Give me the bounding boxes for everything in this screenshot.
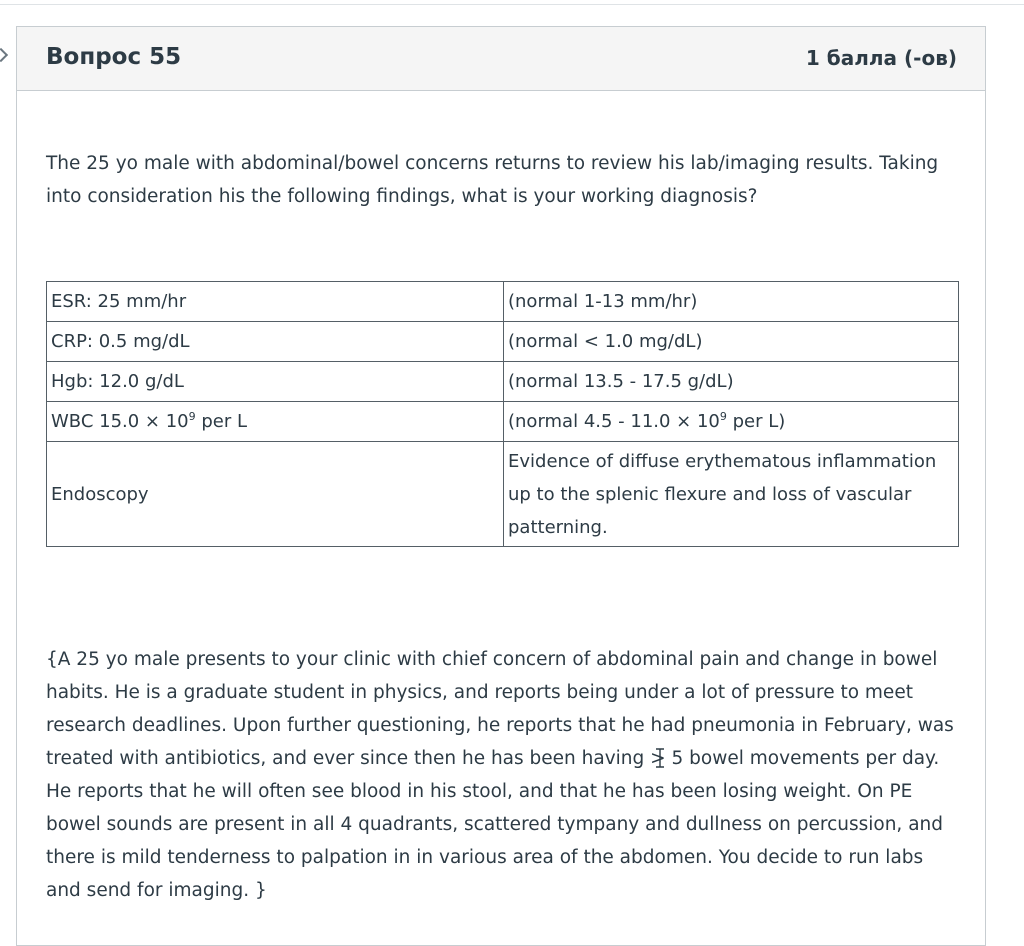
top-divider bbox=[0, 4, 1024, 5]
table-row bbox=[47, 442, 959, 547]
wbc-name-suffix: per L bbox=[195, 411, 248, 432]
wbc-name-prefix: WBC 15.0 × 10 bbox=[51, 411, 189, 432]
lab-name-cell bbox=[47, 402, 504, 442]
question-card bbox=[16, 26, 986, 946]
lab-normal-cell: (normal 13.5 - 17.5 g/dL) bbox=[504, 362, 959, 402]
chevron-right-icon[interactable] bbox=[0, 48, 8, 62]
question-points: 1 балла (-ов) bbox=[805, 46, 957, 70]
lab-name-cell: ESR: 25 mm/hr bbox=[47, 282, 504, 322]
lab-normal-cell: Evidence of diffuse erythematous inflammation up to the splenic flexure and loss of vascular patterning. bbox=[504, 442, 959, 547]
text-cursor-icon bbox=[655, 748, 665, 768]
lab-name-cell: CRP: 0.5 mg/dL bbox=[47, 322, 504, 362]
table-row bbox=[47, 282, 959, 322]
lab-normal-cell: (normal < 1.0 mg/dL) bbox=[504, 322, 959, 362]
case-description: {A 25 yo male presents to your clinic with chief concern of abdominal pain and change in bowel habits. He is a graduate student in physics, and reports being under a lot of pressure to meet research deadlines. Upon further questioning, he reports that he had pneumonia in February, was treated with antibiotics, and ever since then he has been having > 5 bowel movements per day. He reports that he will often see blood in his stool, and that he has been losing weight. On PE bowel sounds are present in all 4 quadrants, scattered tympany and dullness on percussion, and there is mild tenderness to palpation in in various area of the abdomen. You decide to run labs and send for imaging. } bbox=[46, 649, 954, 901]
table-row bbox=[47, 362, 959, 402]
lab-results-table bbox=[46, 281, 959, 547]
question-prompt: The 25 yo male with abdominal/bowel concerns returns to review his lab/imaging results. Taking into consideration his the following findings, what is your working diagnosis? bbox=[46, 153, 939, 207]
table-row bbox=[47, 322, 959, 362]
question-header bbox=[17, 27, 985, 91]
wbc-name-exponent: 9 bbox=[188, 410, 196, 423]
question-title: Вопрос 55 bbox=[46, 44, 182, 70]
wbc-normal-prefix: (normal 4.5 - 11.0 × 10 bbox=[508, 411, 720, 432]
wbc-normal-exponent: 9 bbox=[719, 410, 727, 423]
lab-normal-cell: (normal 1-13 mm/hr) bbox=[504, 282, 959, 322]
lab-normal-cell bbox=[504, 402, 959, 442]
lab-name-cell: Endoscopy bbox=[47, 442, 504, 547]
wbc-normal-suffix: per L) bbox=[726, 411, 786, 432]
table-row bbox=[47, 402, 959, 442]
lab-name-cell: Hgb: 12.0 g/dL bbox=[47, 362, 504, 402]
